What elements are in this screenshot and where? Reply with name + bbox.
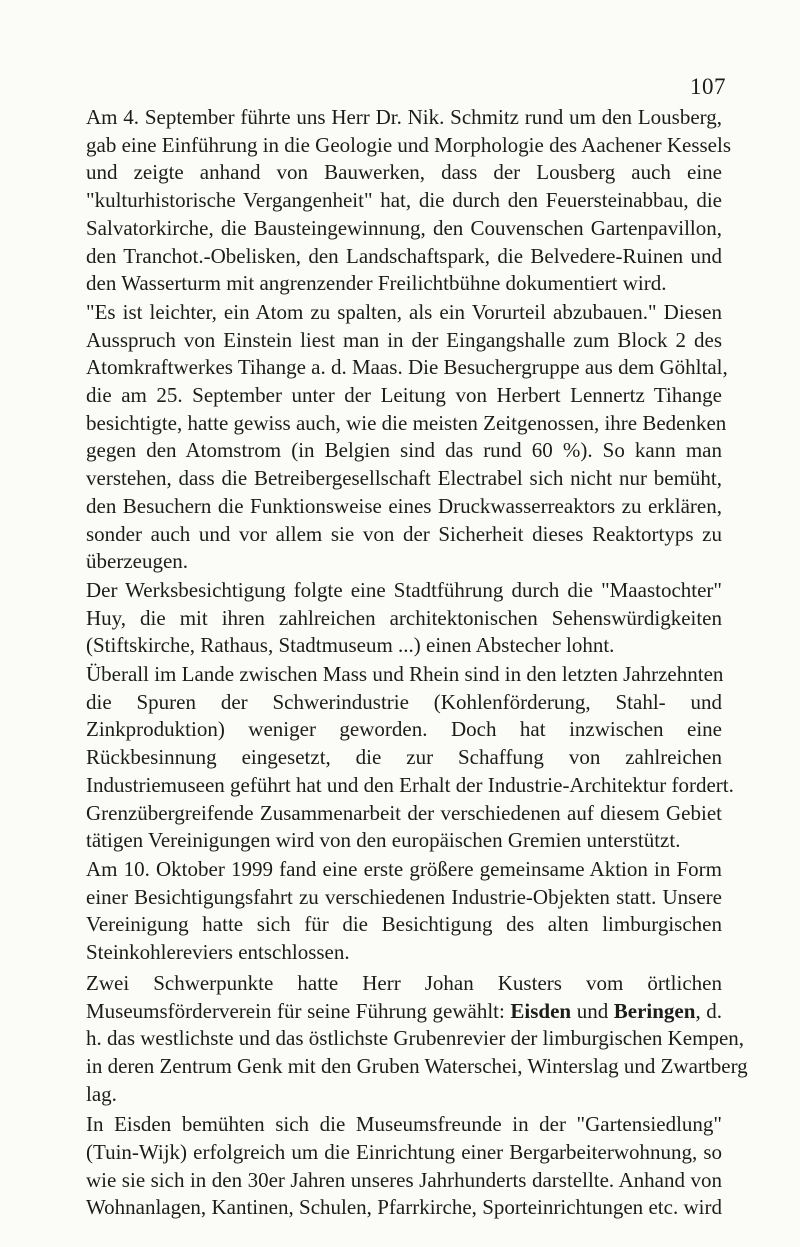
text-line: überzeugen. [86, 549, 189, 574]
text-line: Steinkohlereviers entschlossen. [86, 940, 350, 965]
text-line: Der Werksbesichtigung folgte eine Stadtführung durch die "Maastochter" [86, 577, 722, 602]
paragraph-lousberg [86, 104, 732, 298]
page-number: 107 [690, 74, 726, 99]
text-line: Vereinigung hatte sich für die Besichtigung des alten limburgischen [86, 912, 722, 937]
text-line: Überall im Lande zwischen Mass und Rhein sind in den letzten Jahrzehnten [86, 662, 724, 687]
text-line: Am 10. Oktober 1999 fand eine erste größere gemeinsame Aktion in Form [86, 856, 722, 881]
text-line: einer Besichtigungsfahrt zu verschiedenen Industrie-Objekten statt. Unsere [86, 884, 722, 909]
paragraph-eisden [86, 1111, 722, 1222]
text-line: (Stiftskirche, Rathaus, Stadtmuseum ...) einen Abstecher lohnt. [86, 633, 615, 658]
text-span: , d. [695, 998, 723, 1023]
text-line: Ausspruch von Einstein liest man in der Eingangshalle zum Block 2 des [86, 327, 722, 352]
text-line: Industriemuseen geführt hat und den Erhalt der Industrie-Architektur fordert. [86, 772, 734, 797]
text-line [86, 998, 722, 1026]
text-line: gegen den Atomstrom (in Belgien sind das rund 60 %). So kann man [86, 438, 722, 463]
text-line: gab eine Einführung in die Geologie und Morphologie des Aachener Kessels [86, 132, 732, 157]
text-line: die am 25. September unter der Leitung von Herbert Lennertz Tihange [86, 383, 722, 408]
paragraph-industrie [86, 661, 734, 855]
text-line: Huy, die mit ihren zahlreichen architektonischen Sehenswürdigkeiten [86, 605, 722, 630]
text-line: verstehen, dass die Betreibergesellschaft Electrabel sich nicht nur bemüht, [86, 466, 722, 491]
text-line: h. das westlichste und das östlichste Grubenrevier der limburgischen Kempen, [86, 1026, 745, 1051]
paragraph-huy [86, 577, 722, 660]
text-span: und [571, 998, 614, 1023]
text-line: wie sie sich in den 30er Jahren unseres Jahrhunderts darstellte. Anhand von [86, 1167, 722, 1192]
bold-place-eisden: Eisden [510, 998, 572, 1023]
text-line: die Spuren der Schwerindustrie (Kohlenförderung, Stahl- und [86, 689, 722, 714]
text-line: in deren Zentrum Genk mit den Gruben Waterschei, Winterslag und Zwartberg [86, 1053, 748, 1078]
paragraph-oktober [86, 856, 722, 967]
text-line: den Tranchot.-Obelisken, den Landschaftspark, die Belvedere-Ruinen und [86, 243, 722, 268]
text-line: lag. [86, 1081, 117, 1106]
text-line: den Besuchern die Funktionsweise eines Druckwasserreaktors zu erklären, [86, 493, 722, 518]
text-line: Zwei Schwerpunkte hatte Herr Johan Kusters vom örtlichen [86, 970, 722, 995]
text-line: "Es ist leichter, ein Atom zu spalten, als ein Vorurteil abzubauen." Diesen [86, 299, 722, 324]
text-line: Wohnanlagen, Kantinen, Schulen, Pfarrkirche, Sporteinrichtungen etc. wird [86, 1195, 722, 1220]
text-line: "kulturhistorische Vergangenheit" hat, die durch den Feuersteinabbau, die [86, 188, 722, 213]
bold-place-beringen: Beringen [613, 998, 696, 1023]
text-line: tätigen Vereinigungen wird von den europäischen Gremien unterstützt. [86, 828, 681, 853]
text-line: und zeigte anhand von Bauwerken, dass der Lousberg auch eine [86, 160, 722, 185]
text-line: Atomkraftwerkes Tihange a. d. Maas. Die Besuchergruppe aus dem Göhltal, [86, 355, 728, 380]
body-text [86, 104, 748, 1222]
text-line: Rückbesinnung eingesetzt, die zur Schaffung von zahlreichen [86, 745, 722, 770]
text-line: Grenzübergreifende Zusammenarbeit der verschiedenen auf diesem Gebiet [86, 800, 722, 825]
text-line: Salvatorkirche, die Bausteingewinnung, den Couvenschen Gartenpavillon, [86, 215, 722, 240]
text-line: In Eisden bemühten sich die Museumsfreunde in der "Gartensiedlung" [86, 1112, 722, 1137]
text-span: Museumsförderverein für seine Führung gewählt: [86, 998, 511, 1023]
text-line: den Wasserturm mit angrenzender Freilichtbühne dokumentiert wird. [86, 271, 667, 296]
paragraph-tihange [86, 299, 728, 576]
text-line: besichtigte, hatte gewiss auch, wie die meisten Zeitgenossen, ihre Bedenken [86, 410, 727, 435]
paragraph-kusters [86, 970, 748, 1109]
text-line: (Tuin-Wijk) erfolgreich um die Einrichtung einer Bergarbeiterwohnung, so [86, 1140, 722, 1165]
text-line: Zinkproduktion) weniger geworden. Doch hat inzwischen eine [86, 717, 722, 742]
text-line: sonder auch und vor allem sie von der Sicherheit dieses Reaktortyps zu [86, 521, 722, 546]
text-line: Am 4. September führte uns Herr Dr. Nik. Schmitz rund um den Lousberg, [86, 105, 722, 129]
